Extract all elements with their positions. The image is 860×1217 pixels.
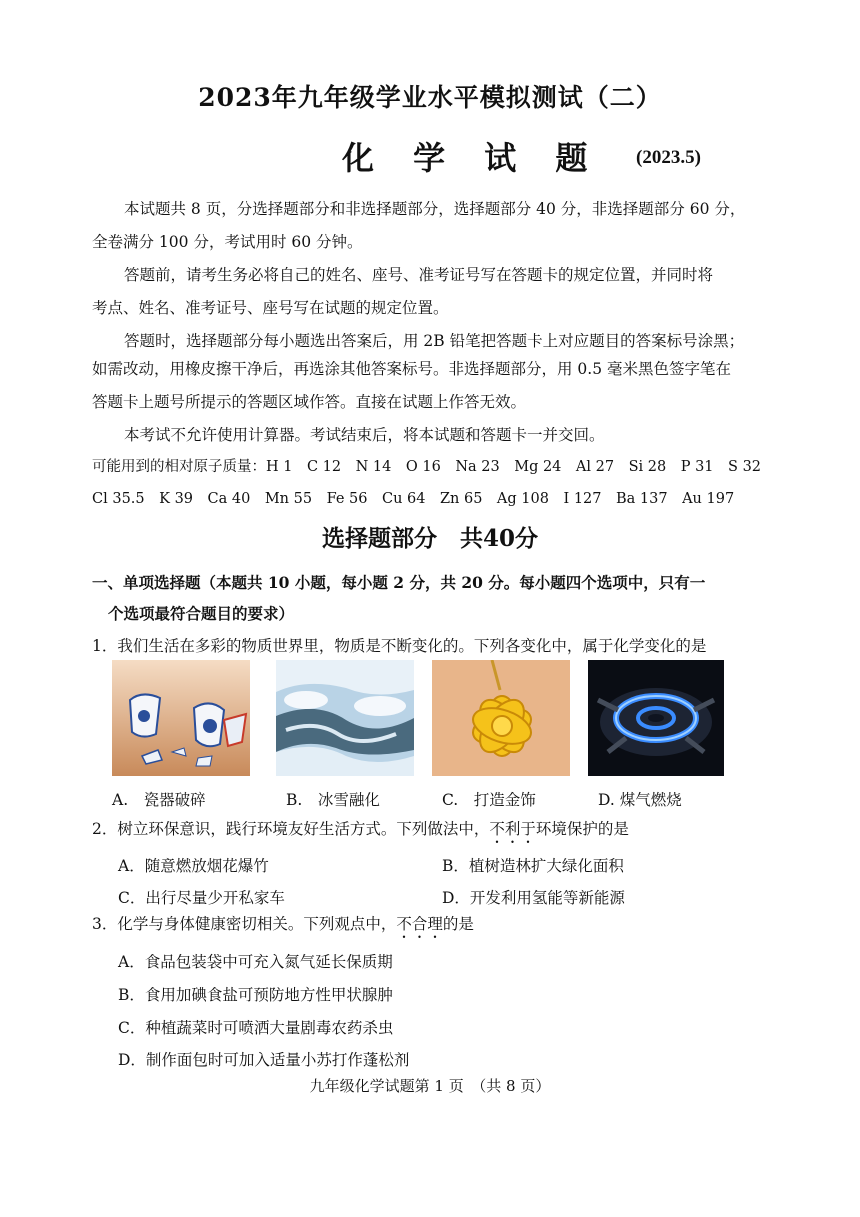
question-3-option-b: B．食用加碘食盐可预防地方性甲状腺肿 [118, 986, 393, 1004]
question-2-stem-post: 环境保护的是 [535, 820, 629, 838]
question-2-stem [92, 813, 792, 847]
question-3-option-c: C．种植蔬菜时可喷洒大量剧毒农药杀虫 [118, 1019, 394, 1037]
question-3-option-a: A．食品包装袋中可充入氮气延长保质期 [118, 953, 393, 971]
instruction-p1-line1: 本试题共 8 页，分选择题部分和非选择题部分，选择题部分 40 分，非选择题部分 60 分， [124, 200, 746, 218]
instruction-p3-line3: 答题卡上题号所提示的答题区域作答。直接在试题上作答无效。 [92, 393, 527, 411]
section-title: 选择题部分 共40分 [321, 525, 538, 552]
question-1-stem: 1．我们生活在多彩的物质世界里，物质是不断变化的。下列各变化中，属于化学变化的是 [92, 637, 707, 655]
gold-ornament-image [432, 660, 570, 776]
question-3-option-d: D．制作面包时可加入适量小苏打作蓬松剂 [118, 1051, 410, 1069]
instruction-p2-line2: 考点、姓名、准考证号、座号写在试题的规定位置。 [92, 299, 449, 317]
melting-snow-image [276, 660, 414, 776]
instruction-p3-line2: 如需改动，用橡皮擦干净后，再选涂其他答案标号。非选择题部分，用 0.5 毫米黑色签字笔在 [92, 360, 732, 378]
question-3-stem-pre: 3．化学与身体健康密切相关。下列观点中， [92, 915, 397, 933]
exam-date: (2023.5) [636, 147, 701, 168]
atomic-masses-line2: Cl 35.5 K 39 Ca 40 Mn 55 Fe 56 Cu 64 Zn 65 Ag 108 I 127 Ba 137 Au 197 [92, 491, 735, 507]
section-heading-line2: 个选项最符合题目的要求） [108, 604, 295, 623]
option-d-caption: D. 煤气燃烧 [598, 791, 682, 809]
option-c-caption: C. 打造金饰 [442, 791, 536, 809]
question-2-option-b: B．植树造林扩大绿化面积 [442, 857, 624, 875]
instruction-p2-line1: 答题前，请考生务必将自己的姓名、座号、准考证号写在答题卡的规定位置，并同时将 [124, 266, 714, 284]
option-b-caption: B. 冰雪融化 [286, 791, 380, 809]
question-3-stem-post: 的是 [442, 915, 474, 933]
instruction-p4: 本考试不允许使用计算器。考试结束后，将本试题和答题卡一并交回。 [124, 426, 605, 444]
exam-title: 2023年九年级学业水平模拟测试（二） [198, 83, 662, 112]
atomic-masses-line1: 可能用到的相对原子质量：H 1 C 12 N 14 O 16 Na 23 Mg 24 Al 27 Si 28 P 31 S 32 [92, 459, 762, 475]
broken-porcelain-image [112, 660, 250, 776]
question-2-option-c: C．出行尽量少开私家车 [118, 889, 285, 907]
question-3-stem [92, 908, 792, 942]
subject-title: 化 学 试 题 [342, 139, 602, 177]
page-footer: 九年级化学试题第 1 页 （共 8 页） [309, 1077, 551, 1095]
instruction-p1-line2: 全卷满分 100 分，考试用时 60 分钟。 [92, 233, 363, 251]
question-2-stem-pre: 2．树立环保意识，践行环境友好生活方式。下列做法中， [92, 820, 490, 838]
section-heading-line1: 一、单项选择题（本题共 10 小题，每小题 2 分，共 20 分。每小题四个选项中，只有一 [92, 573, 706, 592]
gas-flame-image [588, 660, 724, 776]
instruction-p3-line1: 答题时，选择题部分每小题选出答案后，用 2B 铅笔把答题卡上对应题目的答案标号涂黑； [124, 332, 745, 350]
question-2-option-a: A．随意燃放烟花爆竹 [118, 857, 269, 875]
question-3-emphasis: 不合理 [396, 915, 443, 933]
option-a-caption: A. 瓷器破碎 [112, 791, 206, 809]
question-2-emphasis: 不利于 [489, 820, 536, 838]
question-2-option-d: D．开发利用氢能等新能源 [442, 889, 625, 907]
